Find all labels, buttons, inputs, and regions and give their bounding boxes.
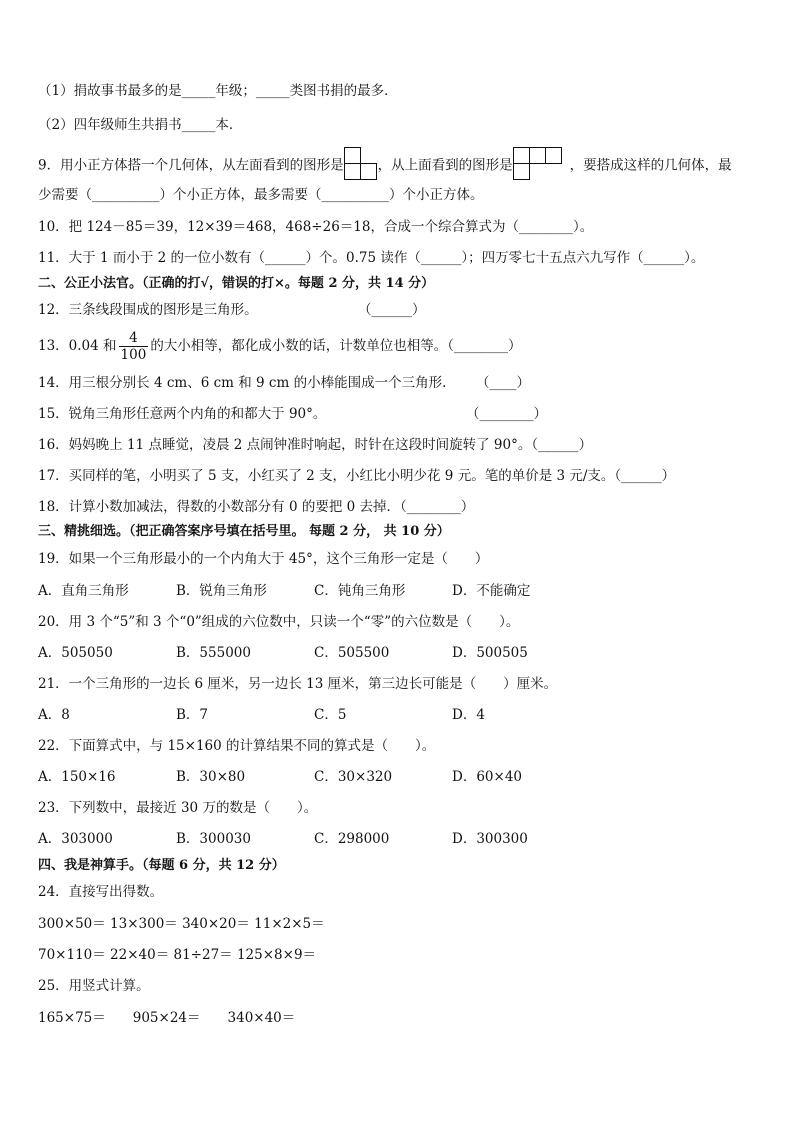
q14-answer-blank[interactable]: （____） (476, 375, 530, 391)
q20-option-a[interactable]: A．505050 (38, 645, 113, 661)
q8-part2: （2）四年级师生共捐书_____本． (38, 117, 243, 133)
q19-option-b[interactable]: B．锐角三角形 (176, 583, 267, 599)
top-view-figure (513, 147, 570, 181)
q24-stem: 24．直接写出得数。 (38, 884, 164, 900)
q21-option-a[interactable]: A．8 (38, 707, 70, 723)
fraction-4-100: $\frac{4}{100}$ (120, 330, 147, 363)
q11: 11．大于 1 而小于 2 的一位小数有（______）个。0.75 读作（______）；四万零七十五点六九写作（______）。 (38, 250, 705, 266)
q19-stem: 19．如果一个三角形最小的一个内角大于 45°，这个三角形一定是（ ） (38, 551, 489, 567)
q23-stem: 23．下列数中，最接近 30 万的数是（ ）。 (38, 800, 318, 816)
q23-option-b[interactable]: B．300030 (176, 831, 251, 847)
q15: 15．锐角三角形任意两个内角的和都大于 90°。 (38, 406, 327, 422)
q20-option-c[interactable]: C．505500 (314, 645, 390, 661)
q12-answer-blank[interactable]: （______） (358, 302, 426, 318)
q23-option-a[interactable]: A．303000 (38, 831, 113, 847)
q16: 16．妈妈晚上 11 点睡觉，凌晨 2 点闹钟准时响起，时针在这段时间旋转了 90°。（______） (38, 437, 593, 453)
q22-option-b[interactable]: B．30×80 (176, 769, 246, 785)
q10: 10．把 124－85＝39，12×39＝468，468÷26＝18，合成一个综合算式为（________）。 (38, 219, 594, 235)
q9-text-a: 9．用小正方体搭一个几何体，从左面看到的图形是 (38, 157, 344, 174)
q13-pre: 13．0.04 和 (38, 338, 117, 354)
q21-option-b[interactable]: B．7 (176, 707, 209, 723)
q22-option-d[interactable]: D．60×40 (452, 769, 522, 785)
q21-stem: 21．一个三角形的一边长 6 厘米，另一边长 13 厘米，第三边长可能是（ ）厘米。 (38, 676, 558, 692)
q22-option-c[interactable]: C．30×320 (314, 769, 393, 785)
q22-stem: 22．下面算式中，与 15×160 的计算结果不同的算式是（ ）。 (38, 738, 436, 754)
q17: 17．买同样的笔，小明买了 5 支，小红买了 2 支，小红比小明少花 9 元。笔的单价是 3 元/支。（______） (38, 468, 676, 484)
q14: 14．用三根分别长 4 cm、6 cm 和 9 cm 的小棒能围成一个三角形. (38, 375, 447, 391)
q24-row1: 300×50＝ 13×300＝ 340×20＝ 11×2×5＝ (38, 916, 325, 932)
q9-line2: 少需要（__________）个小正方体，最多需要（__________）个小正方体。 (38, 187, 484, 203)
q21-option-d[interactable]: D．4 (452, 707, 485, 723)
q8-part1: （1）捐故事书最多的是_____年级；_____类图书捐的最多． (38, 83, 398, 99)
q23-option-c[interactable]: C．298000 (314, 831, 390, 847)
q12: 12．三条线段围成的图形是三角形。 (38, 302, 258, 318)
q13-post: 的大小相等，都化成小数的话，计数单位也相等。（________） (150, 338, 522, 354)
q24-row2: 70×110＝ 22×40＝ 81÷27＝ 125×8×9＝ (38, 947, 317, 963)
left-view-figure (344, 147, 378, 181)
q19-option-d[interactable]: D．不能确定 (452, 583, 531, 599)
section2-heading: 二、公正小法官。（正确的打√，错误的打×。每题 2 分，共 14 分） (38, 276, 435, 291)
q15-answer-blank[interactable]: （________） (466, 406, 547, 422)
q22-option-a[interactable]: A．150×16 (38, 769, 116, 785)
q25-row1: 165×75＝ 905×24＝ 340×40＝ (38, 1010, 296, 1026)
q20-option-d[interactable]: D．500505 (452, 645, 528, 661)
q19-option-a[interactable]: A．直角三角形 (38, 583, 129, 599)
q13 (38, 328, 522, 364)
q21-option-c[interactable]: C．5 (314, 707, 347, 723)
q20-stem: 20．用 3 个“5”和 3 个“0”组成的六位数中，只读一个“零”的六位数是（ ）。 (38, 614, 520, 630)
q19-option-c[interactable]: C．钝角三角形 (314, 583, 406, 599)
section4-heading: 四、我是神算手。（每题 6 分，共 12 分） (38, 858, 285, 873)
q25-stem: 25．用竖式计算。 (38, 978, 150, 994)
q9-text-c: ，要搭成这样的几何体，最 (569, 157, 732, 174)
q23-option-d[interactable]: D．300300 (452, 831, 528, 847)
q20-option-b[interactable]: B．555000 (176, 645, 251, 661)
q9-text-b: ，从上面看到的图形是 (377, 157, 513, 174)
q9-line1 (38, 149, 732, 183)
section3-heading: 三、精挑细选。（把正确答案序号填在括号里。 每题 2 分， 共 10 分） (38, 524, 450, 539)
q18: 18．计算小数加减法，得数的小数部分有 0 的要把 0 去掉．（________） (38, 499, 475, 515)
